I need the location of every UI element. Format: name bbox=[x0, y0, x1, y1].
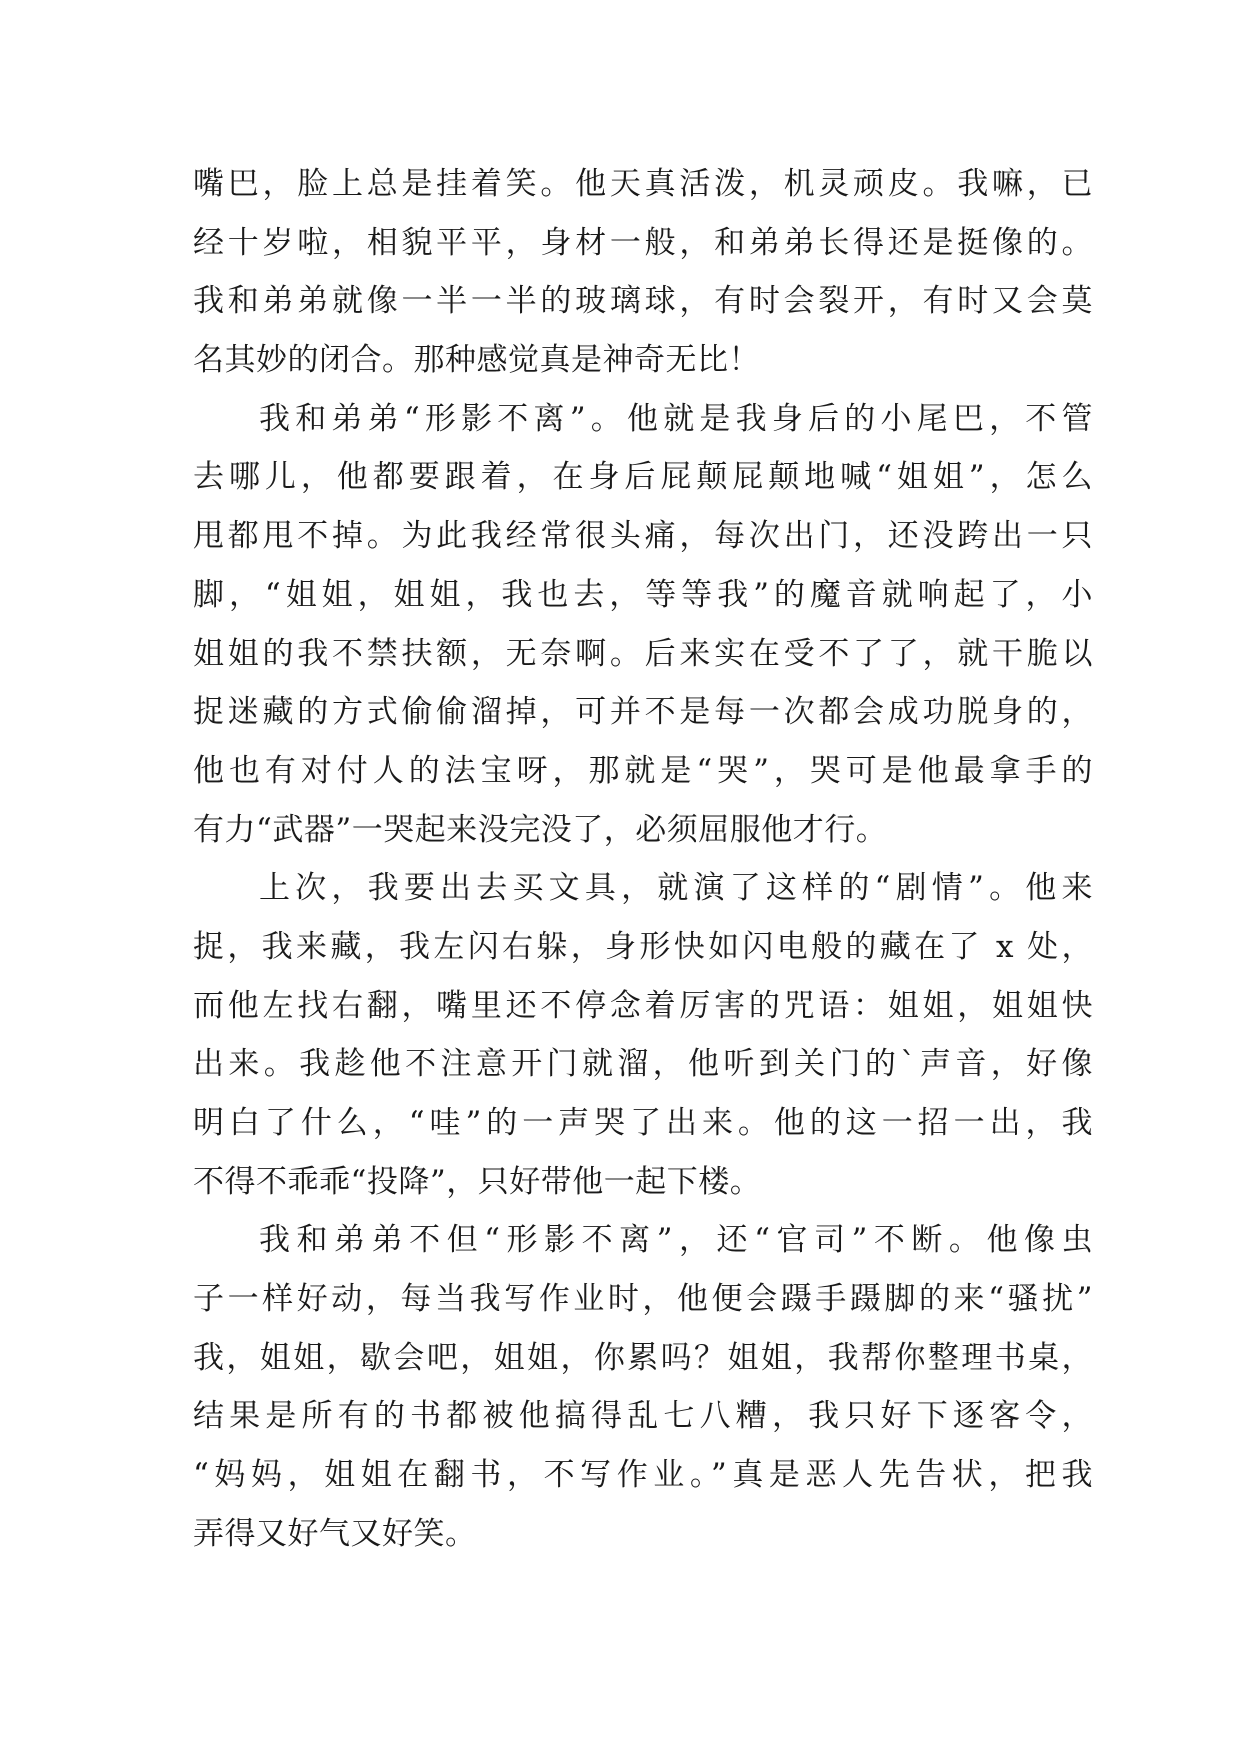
text-line: 嘴巴，脸上总是挂着笑。他天真活泼，机灵顽皮。我嘛，已 bbox=[193, 166, 1093, 202]
text-line: 捉迷藏的方式偷偷溜掉，可并不是每一次都会成功脱身的， bbox=[193, 694, 1093, 731]
text-line: 明白了什么，“哇”的一声哭了出来。他的这一招一出，我 bbox=[193, 1105, 1093, 1141]
text-line: 他也有对付人的法宝呀，那就是“哭”，哭可是他最拿手的 bbox=[193, 752, 1093, 789]
text-line: 我和弟弟“形影不离”。他就是我身后的小尾巴，不管 bbox=[259, 400, 1093, 437]
text-line: 脚，“姐姐，姐姐，我也去，等等我”的魔音就响起了，小 bbox=[193, 576, 1093, 613]
text-line: “妈妈，姐姐在翻书，不写作业。”真是恶人先告状，把我 bbox=[193, 1457, 1093, 1494]
paragraph bbox=[193, 155, 1093, 390]
paragraph bbox=[193, 1211, 1093, 1563]
text-line: 有力“武器”一哭起来没完没了，必须屈服他才行。 bbox=[193, 811, 888, 848]
text-line: 甩都甩不掉。为此我经常很头痛，每次出门，还没跨出一只 bbox=[193, 518, 1093, 555]
text-line: 不得不乖乖“投降”，只好带他一起下楼。 bbox=[193, 1163, 762, 1200]
text-line: 名其妙的闭合。那种感觉真是神奇无比！ bbox=[193, 342, 760, 379]
text-line: 上次，我要出去买文具，就演了这样的“剧情”。他来 bbox=[259, 870, 1093, 907]
document-body bbox=[193, 155, 1093, 1564]
text-line: 子一样好动，每当我写作业时，他便会蹑手蹑脚的来“骚扰” bbox=[193, 1281, 1093, 1318]
text-line: 我，姐姐，歇会吧，姐姐，你累吗？姐姐，我帮你整理书桌， bbox=[193, 1339, 1093, 1376]
text-line: 去哪儿，他都要跟着，在身后屁颠屁颠地喊“姐姐”，怎么 bbox=[193, 459, 1093, 496]
text-line: 出来。我趁他不注意开门就溜，他听到关门的`声音，好像 bbox=[193, 1046, 1093, 1083]
text-line: 姐姐的我不禁扶额，无奈啊。后来实在受不了了，就干脆以 bbox=[193, 635, 1093, 672]
text-line: 而他左找右翻，嘴里还不停念着厉害的咒语：姐姐，姐姐快 bbox=[193, 987, 1093, 1024]
paragraph bbox=[193, 390, 1093, 860]
text-line: 我和弟弟不但“形影不离”，还“官司”不断。他像虫 bbox=[259, 1222, 1093, 1259]
text-line: 结果是所有的书都被他搞得乱七八糟，我只好下逐客令， bbox=[193, 1398, 1093, 1435]
paragraph bbox=[193, 859, 1093, 1211]
text-line: 经十岁啦，相貌平平，身材一般，和弟弟长得还是挺像的。 bbox=[193, 224, 1093, 261]
text-line: 捉，我来藏，我左闪右躲，身形快如闪电般的藏在了 x 处， bbox=[193, 928, 1093, 965]
text-line: 我和弟弟就像一半一半的玻璃球，有时会裂开，有时又会莫 bbox=[193, 283, 1093, 320]
text-line: 弄得又好气又好笑。 bbox=[193, 1515, 477, 1552]
